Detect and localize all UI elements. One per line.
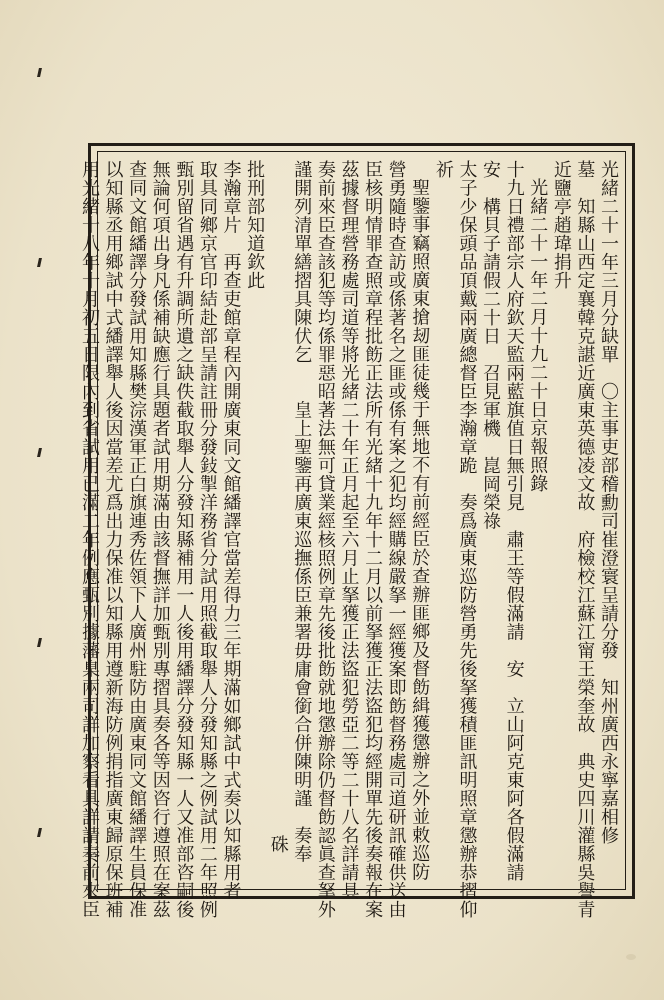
text-column: 查同文館繙譯分發試用知縣樊淙漢軍正白旗連秀佐領下人廣州駐防由廣東同文館繙譯生員保准 bbox=[126, 160, 148, 919]
text-column: 謹開列清單繕摺具陳伏乞 皇上聖鑒再廣東巡撫係臣兼署毋庸會銜合併陳明謹 奏奉 bbox=[291, 160, 313, 863]
text-column: 墓 知縣山西定襄韓克諶近廣東英德凌文故 府檢校江蘇江甯王榮奎故 典史四川灌縣吳譽青 bbox=[574, 160, 596, 919]
text-column: 聖鑒事竊照廣東搶刼匪徒幾于無地不有前經臣於查辦匪鄉及督飭緝獲懲辦之外並敕巡防 bbox=[409, 178, 431, 881]
text-column: 祈 bbox=[432, 160, 454, 179]
text-column: 安 構貝子請假二十日 召見軍機 崑岡榮祿 bbox=[480, 160, 502, 530]
vertical-text-block bbox=[78, 160, 620, 919]
text-column: 批刑部知道欽此 bbox=[244, 160, 266, 290]
text-column: 無論何項出身凡係補缺應行具題者試用期滿由該督撫詳加甄別專摺具奏各等因咨行遵照在案茲 bbox=[149, 160, 171, 919]
margin-mark bbox=[37, 448, 42, 457]
text-column: 硃 bbox=[267, 835, 289, 854]
text-column: 奏前來臣查該犯等均係罪惡昭著法無可貸業經核照例章先後批飭就地懲辦除仍督飭認眞查拏外 bbox=[314, 160, 336, 919]
text-column: 營勇隨時查訪或係著名之匪或係有案之犯均經購線嚴拏一經獲案即飭督務處司道研訊確供送由 bbox=[385, 160, 407, 919]
text-column: 茲據督理營務處司道等將光緒二十年正月起至六月止拏獲正法盜犯勞亞二等二十八名詳請具 bbox=[338, 160, 360, 900]
text-column: 甄別留省遇有升調所遺之缺佚截取舉人分發知縣補用一人後用繙譯分發知縣一人又准部咨嗣後 bbox=[173, 160, 195, 919]
text-column: 太子少保頭品頂戴兩廣總督臣李瀚章跪 奏爲廣東巡防營勇先後拏獲積匪訊明照章懲辦恭摺仰 bbox=[456, 160, 478, 919]
margin-mark bbox=[37, 68, 42, 77]
text-column: 臣核明情罪查照章程批飭正法所有光緒十九年十二月以前拏獲正法盜犯均經開單先後奏報在案 bbox=[362, 160, 384, 919]
paper-blemish bbox=[626, 954, 636, 960]
text-column: 光緒二十一年二月十九二十日京報照錄 bbox=[527, 178, 549, 493]
text-column: 光緒二十一年三月分缺單 〇主事吏部稽勳司崔澄寰呈請分發 知州廣西永寧嘉相修 bbox=[598, 160, 619, 845]
text-column: 以知縣丞用鄉試中式繙譯舉人後因當差尤爲出力保准以知縣用遵新海防例捐指廣東歸原保班補 bbox=[102, 160, 124, 919]
text-column: 十九日禮部宗人府欽天監兩藍旗值日無引見 肅王等假滿請 安 立山阿克東阿各假滿請 bbox=[503, 160, 525, 882]
text-column: 李瀚章片 再查吏館章程內開廣東同文館繙譯官當差得力三年期滿如鄉試中式奏以知縣用者 bbox=[220, 160, 242, 900]
text-column: 近鹽亭趙瑋捐升 bbox=[550, 160, 572, 290]
text-column: 取具同鄉京官印結赴部呈請註冊分發鈙掣洋務省分試用照截取舉人分發知縣之例試用二年照例 bbox=[196, 160, 218, 919]
margin-mark bbox=[37, 828, 42, 837]
margin-mark bbox=[37, 258, 42, 267]
margin-mark bbox=[37, 638, 42, 647]
text-column: 用光緒十八年十月初五日限內到省試用已滿二年例應甄別據藩臬兩司詳加察看具詳請奏前來臣 bbox=[78, 160, 100, 919]
